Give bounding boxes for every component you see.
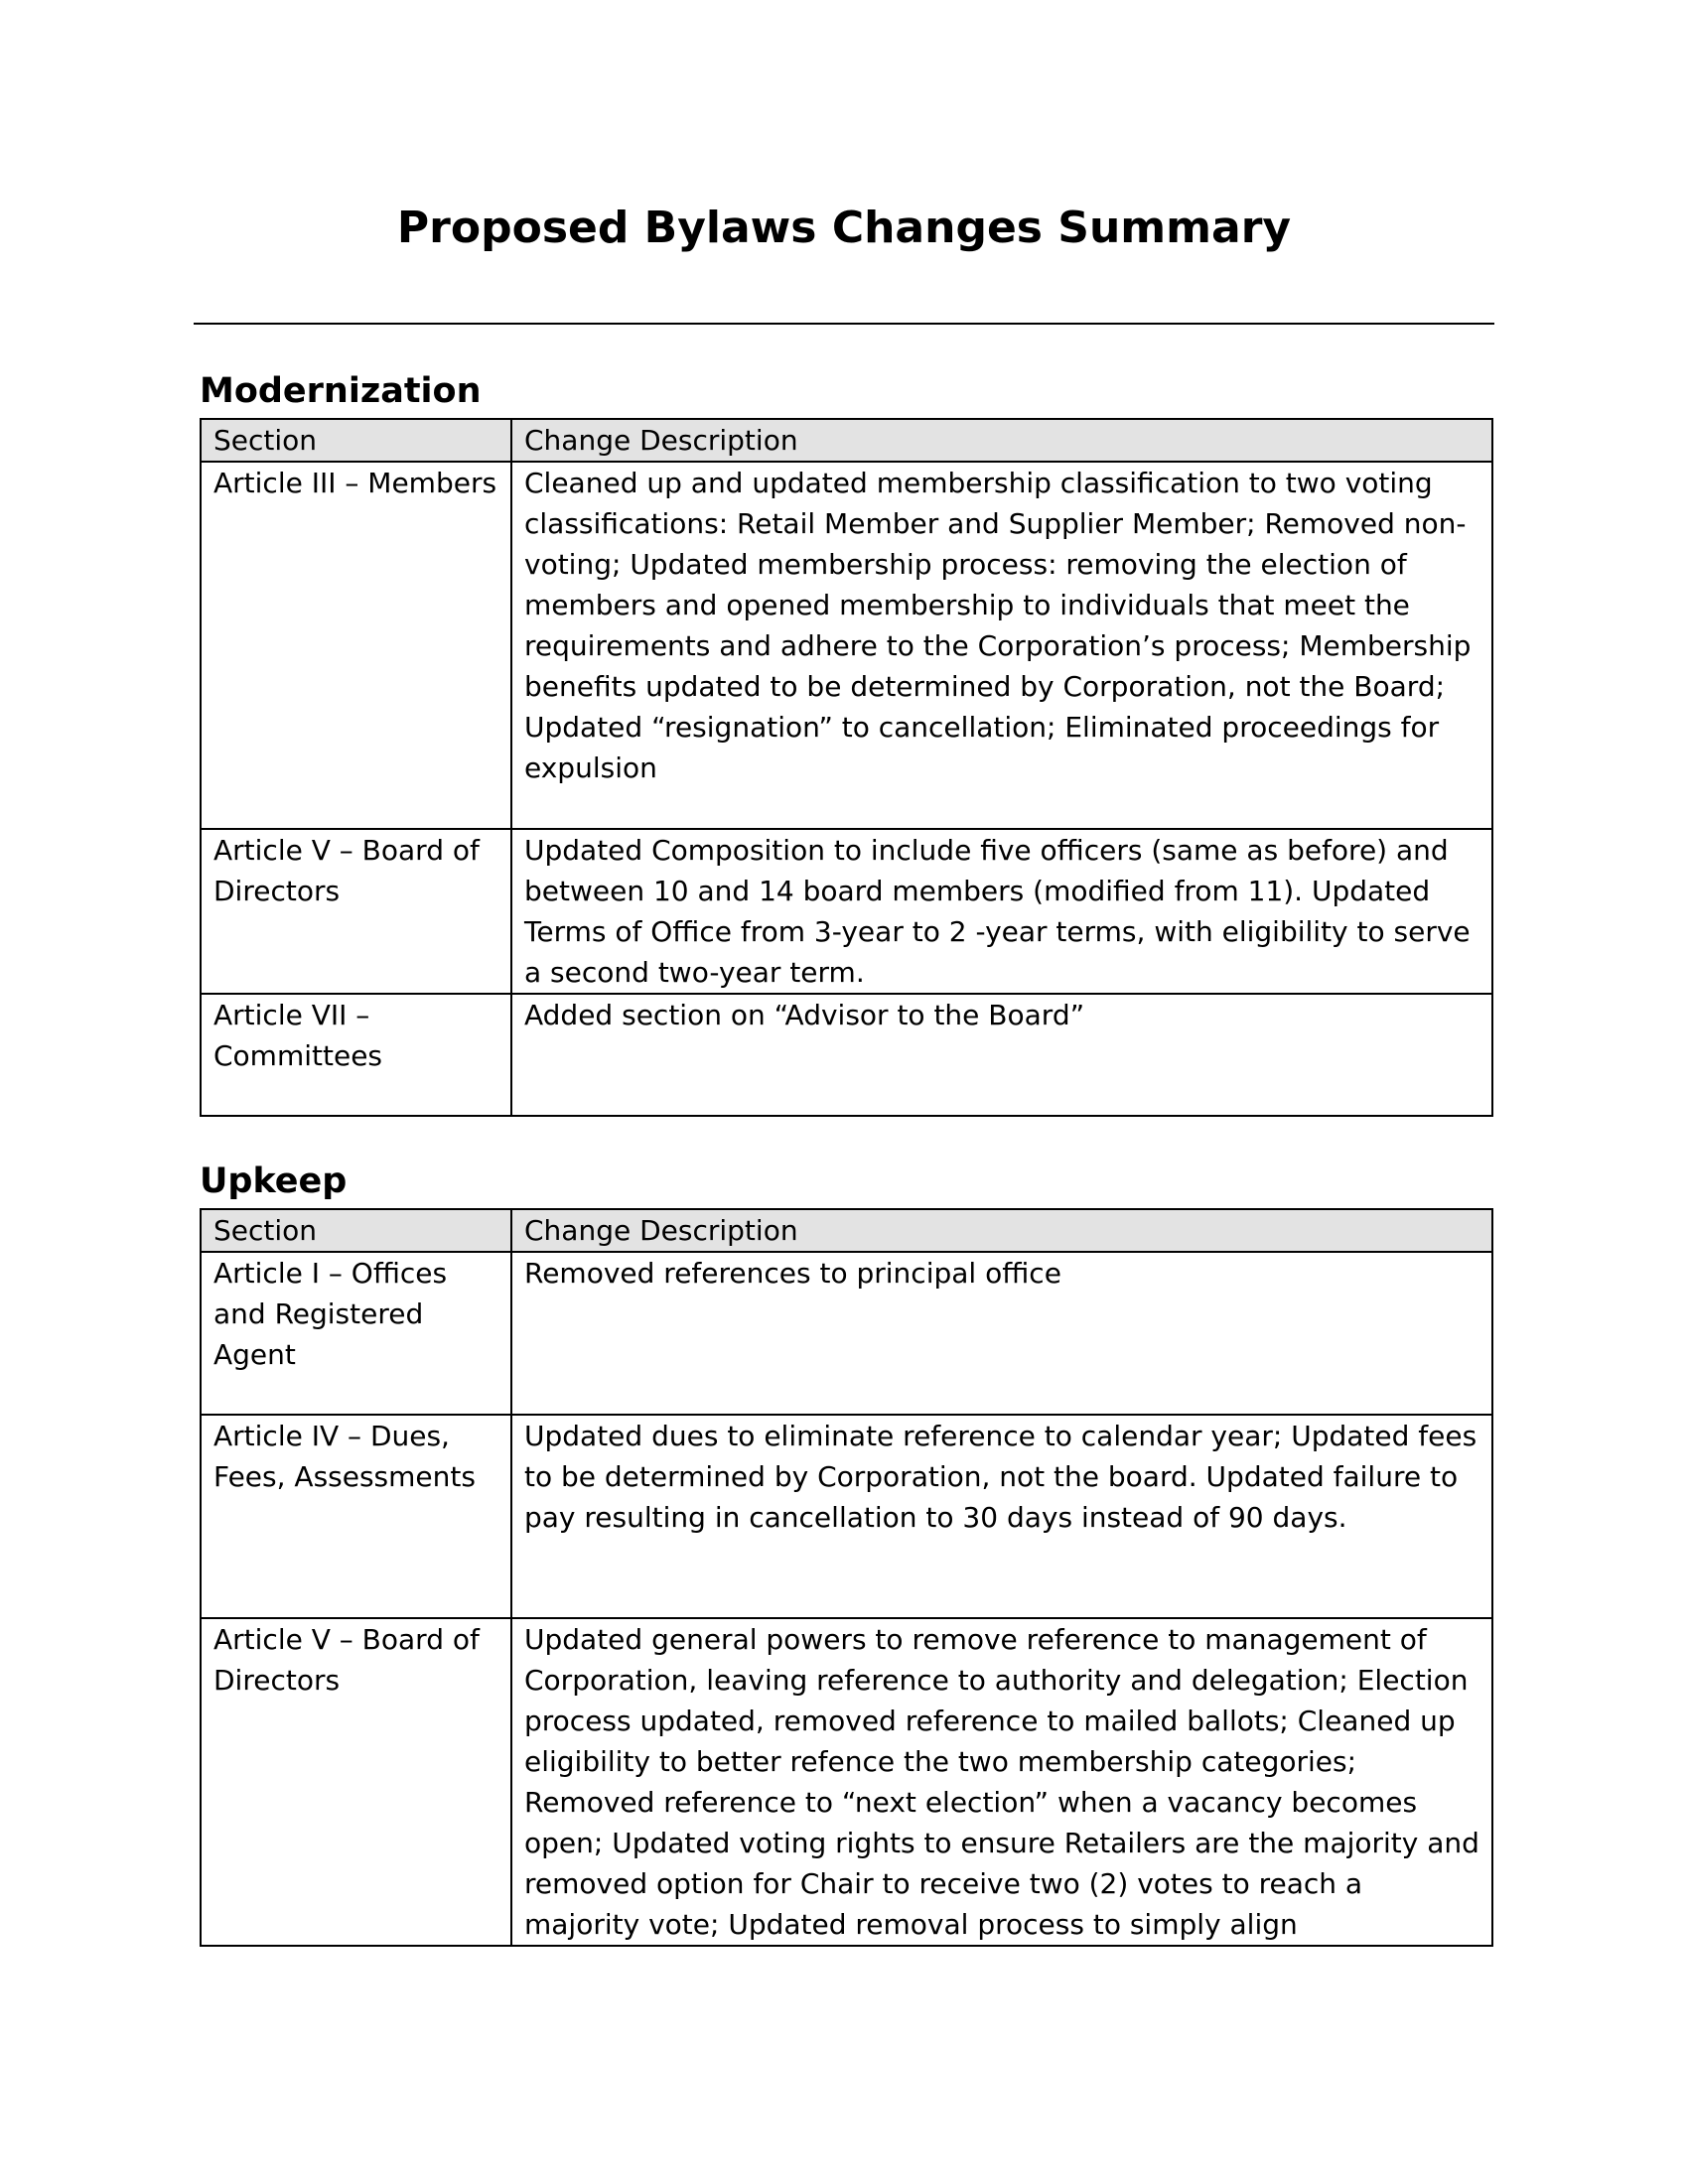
table-row (201, 994, 1492, 1116)
section-heading-modernization: Modernization (200, 371, 482, 411)
section-cell: Article I – Offices and Registered Agent (201, 1252, 511, 1415)
table-header-row (201, 419, 1492, 462)
table-row (201, 1415, 1492, 1618)
table-row (201, 829, 1492, 994)
column-header-section: Section (201, 419, 511, 462)
section-cell: Article IV – Dues, Fees, Assessments (201, 1415, 511, 1618)
table-header-row (201, 1209, 1492, 1252)
modernization-table (200, 418, 1493, 1117)
section-cell: Article V – Board of Directors (201, 829, 511, 994)
table-row (201, 1618, 1492, 1946)
upkeep-table (200, 1208, 1493, 1947)
section-cell: Article III – Members (201, 462, 511, 829)
section-heading-upkeep: Upkeep (200, 1161, 348, 1201)
title-divider (194, 323, 1494, 325)
table-row (201, 462, 1492, 829)
table-row (201, 1252, 1492, 1415)
description-cell: Updated Composition to include five officers (same as before) and between 10 and 14 board members (modified from 11). Updated Terms of Office from 3-year to 2 -year terms, with eligibility to serve a second two-year term. (511, 829, 1492, 994)
description-cell: Updated general powers to remove reference to management of Corporation, leaving reference to authority and delegation; Election process updated, removed reference to mailed ballots; Cleaned up eligibility to better refence the two membership categories; Removed reference to “next election” when a vacancy becomes open; Updated voting rights to ensure Retailers are the majority and removed option for Chair to receive two (2) votes to reach a majority vote; Updated removal process to simply align (511, 1618, 1492, 1946)
page-title: Proposed Bylaws Changes Summary (396, 203, 1292, 253)
description-cell: Cleaned up and updated membership classification to two voting classifications: Retail Member and Supplier Member; Removed non-voting; Updated membership process: removing the election of members and opened membership to individuals that meet the requirements and adhere to the Corporation’s process; Membership benefits updated to be determined by Corporation, not the Board; Updated “resignation” to cancellation; Eliminated proceedings for expulsion (511, 462, 1492, 829)
description-cell: Removed references to principal office (511, 1252, 1492, 1415)
column-header-description: Change Description (511, 419, 1492, 462)
column-header-section: Section (201, 1209, 511, 1252)
section-cell: Article VII – Committees (201, 994, 511, 1116)
description-cell: Updated dues to eliminate reference to calendar year; Updated fees to be determined by Corporation, not the board. Updated failure to pay resulting in cancellation to 30 days instead of 90 days. (511, 1415, 1492, 1618)
section-cell: Article V – Board of Directors (201, 1618, 511, 1946)
description-cell: Added section on “Advisor to the Board” (511, 994, 1492, 1116)
column-header-description: Change Description (511, 1209, 1492, 1252)
